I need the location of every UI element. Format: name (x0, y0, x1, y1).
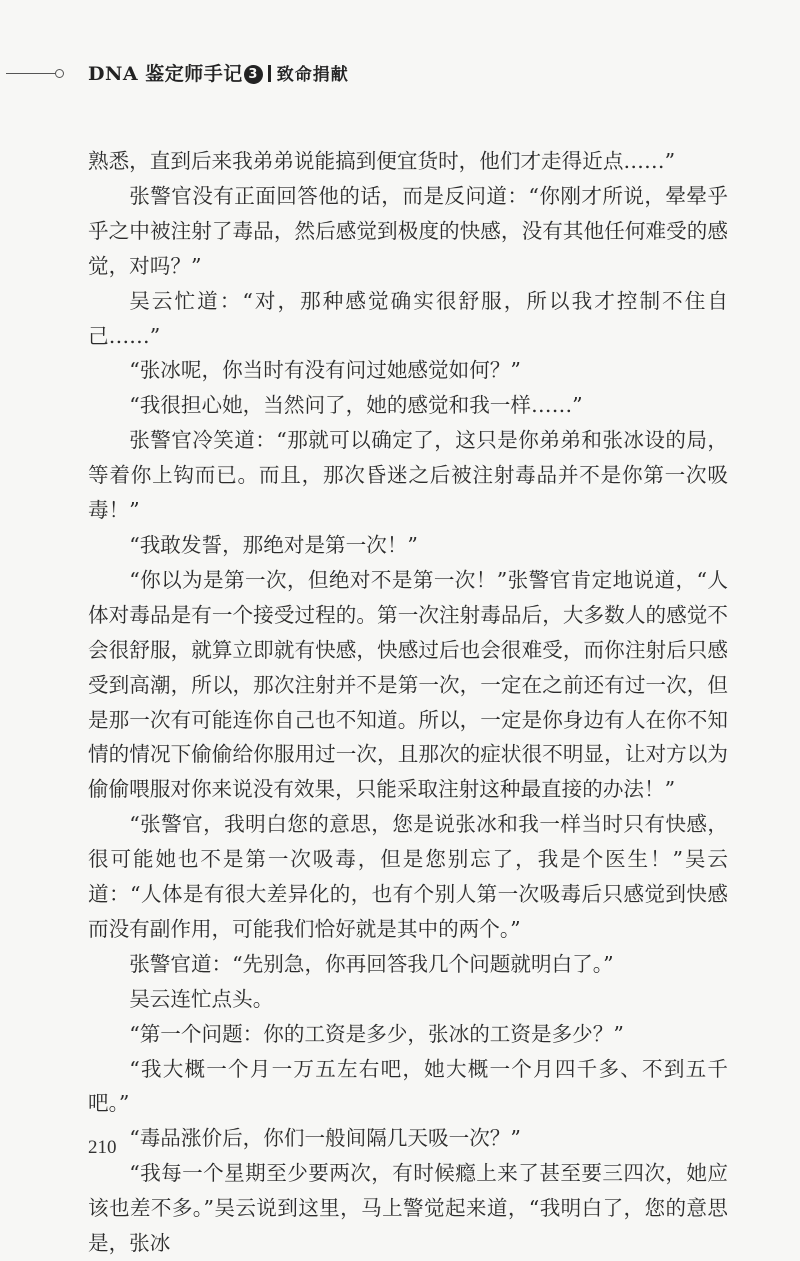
header-rule (6, 73, 56, 74)
body-text (88, 144, 728, 1261)
paragraph: “我敢发誓，那绝对是第一次！” (129, 532, 418, 557)
paragraph: “你以为是第一次，但绝对不是第一次！”张警官肯定地说道，“人体对毒品是有一个接受过程的。第一次注射毒品后，大多数人的感觉不会很舒服，就算立即就有快感，快感过后也会很难受，而你注射后只感受到高潮，所以，那次注射并不是第一次，一定在之前还有过一次，但是那一次有可能连你自己也不知道。所以，一定是你身边有人在你不知情的情况下偷偷给你服用过一次，且那次的症状很不明显，让对方以为偷偷喂服对你来说没有效果，只能采取注射这种最直接的办法！” (88, 567, 728, 802)
book-title-line (88, 59, 349, 86)
page-number: 210 (88, 1137, 117, 1158)
paragraph: 张警官冷笑道：“那就可以确定了，这只是你弟弟和张冰设的局，等着你上钩而已。而且，那次昏迷之后被注射毒品并不是你第一次吸毒！” (88, 428, 728, 523)
paragraph: “我每一个星期至少要两次，有时候瘾上来了甚至要三四次，她应该也差不多。”吴云说到这里，马上警觉起来道，“我明白了，您的意思是，张冰 (88, 1161, 728, 1256)
paragraph: 熟悉，直到后来我弟弟说能搞到便宜货时，他们才走得近点……” (88, 149, 676, 173)
volume-number-badge: 3 (244, 65, 263, 84)
paragraph: “第一个问题：你的工资是多少，张冰的工资是多少？” (129, 1021, 624, 1046)
paragraph: 吴云连忙点头。 (129, 986, 274, 1011)
book-subtitle: 致命捐献 (276, 65, 349, 85)
paragraph: 吴云忙道：“对，那种感觉确实很舒服，所以我才控制不住自己……” (88, 288, 728, 348)
paragraph: “我很担心她，当然问了，她的感觉和我一样……” (129, 393, 583, 418)
paragraph: 张警官没有正面回答他的话，而是反问道：“你刚才所说，晕晕乎乎之中被注射了毒品，然后感觉到极度的快感，没有其他任何难受的感觉，对吗？” (88, 183, 728, 278)
paragraph: “张警官，我明白您的意思，您是说张冰和我一样当时只有快感，很可能她也不是第一次吸毒，但是您别忘了，我是个医生！”吴云道：“人体是有很大差异化的，也有个别人第一次吸毒后只感觉到快感而没有副作用，可能我们恰好就是其中的两个。” (88, 812, 728, 941)
header-separator-bar (268, 65, 271, 82)
paragraph: “我大概一个月一万五左右吧，她大概一个月四千多、不到五千吧。” (88, 1056, 728, 1116)
header-circle-ornament (55, 69, 64, 78)
paragraph: “张冰呢，你当时有没有问过她感觉如何？” (129, 358, 521, 383)
book-title: DNA 鉴定师手记 (88, 63, 243, 85)
running-head (0, 56, 800, 92)
paragraph: “毒品涨价后，你们一般间隔几天吸一次？” (129, 1126, 521, 1151)
paragraph: 张警官道：“先别急，你再回答我几个问题就明白了。” (129, 951, 614, 976)
